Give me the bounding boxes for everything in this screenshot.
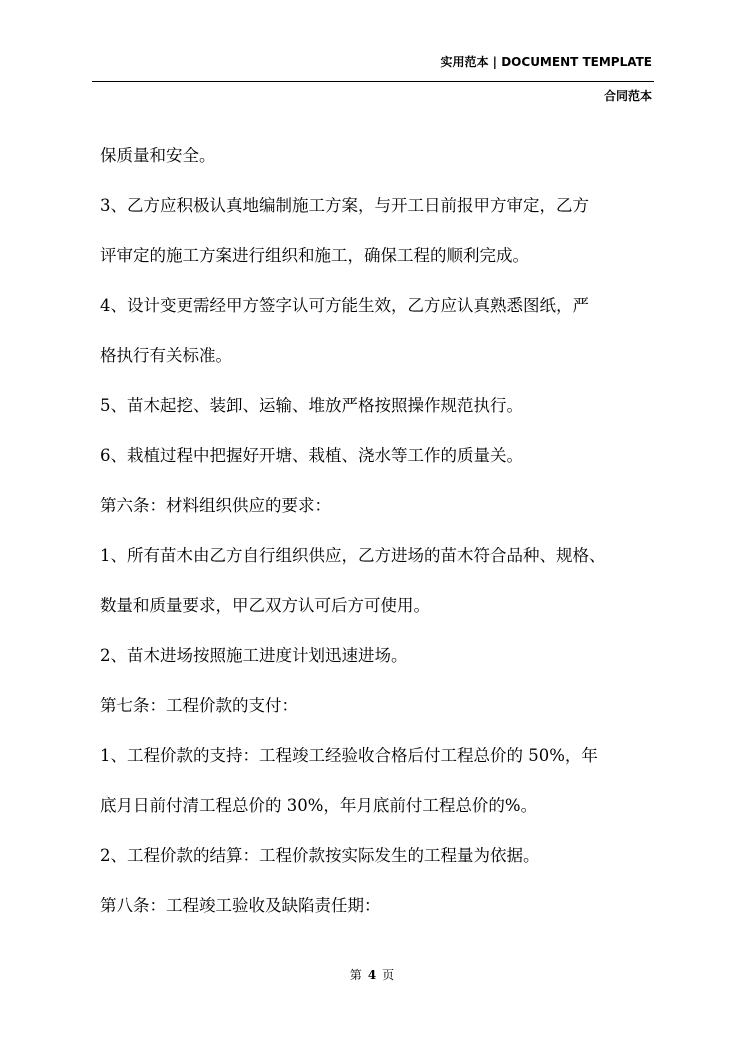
body-line: 1、所有苗木由乙方自行组织供应，乙方进场的苗木符合品种、规格、	[100, 546, 606, 565]
body-line: 数量和质量要求，甲乙双方认可后方可使用。	[100, 596, 430, 615]
body-line: 保质量和安全。	[100, 146, 216, 165]
body-line: 评审定的施工方案进行组织和施工，确保工程的顺利完成。	[100, 246, 529, 265]
body-line: 5、苗木起挖、装卸、运输、堆放严格按照操作规范执行。	[100, 396, 523, 415]
section-heading: 第六条：材料组织供应的要求：	[100, 496, 331, 515]
body-line: 4、设计变更需经甲方签字认可方能生效，乙方应认真熟悉图纸，严	[100, 296, 589, 315]
document-body	[100, 140, 660, 940]
body-line: 2、工程价款的结算：工程价款按实际发生的工程量为依据。	[100, 846, 540, 865]
header-subtitle: 合同范本	[603, 89, 652, 103]
header-title: 实用范本 | DOCUMENT TEMPLATE	[440, 55, 652, 69]
page-footer	[0, 966, 744, 983]
page-prefix: 第	[349, 968, 362, 982]
body-line: 格执行有关标准。	[100, 346, 232, 365]
page-suffix: 页	[382, 968, 395, 982]
body-line: 1、工程价款的支持：工程竣工经验收合格后付工程总价的 50%，年	[100, 746, 598, 765]
body-line: 底月日前付清工程总价的 30%，年月底前付工程总价的%。	[100, 796, 538, 815]
body-line: 6、栽植过程中把握好开塘、栽植、浇水等工作的质量关。	[100, 446, 523, 465]
section-heading: 第七条：工程价款的支付：	[100, 696, 298, 715]
page-number: 4	[367, 968, 377, 982]
body-line: 3、乙方应积极认真地编制施工方案，与开工日前报甲方审定，乙方	[100, 196, 589, 215]
section-heading: 第八条：工程竣工验收及缺陷责任期：	[100, 896, 381, 915]
header-divider	[92, 81, 654, 82]
body-line: 2、苗木进场按照施工进度计划迅速进场。	[100, 646, 408, 665]
